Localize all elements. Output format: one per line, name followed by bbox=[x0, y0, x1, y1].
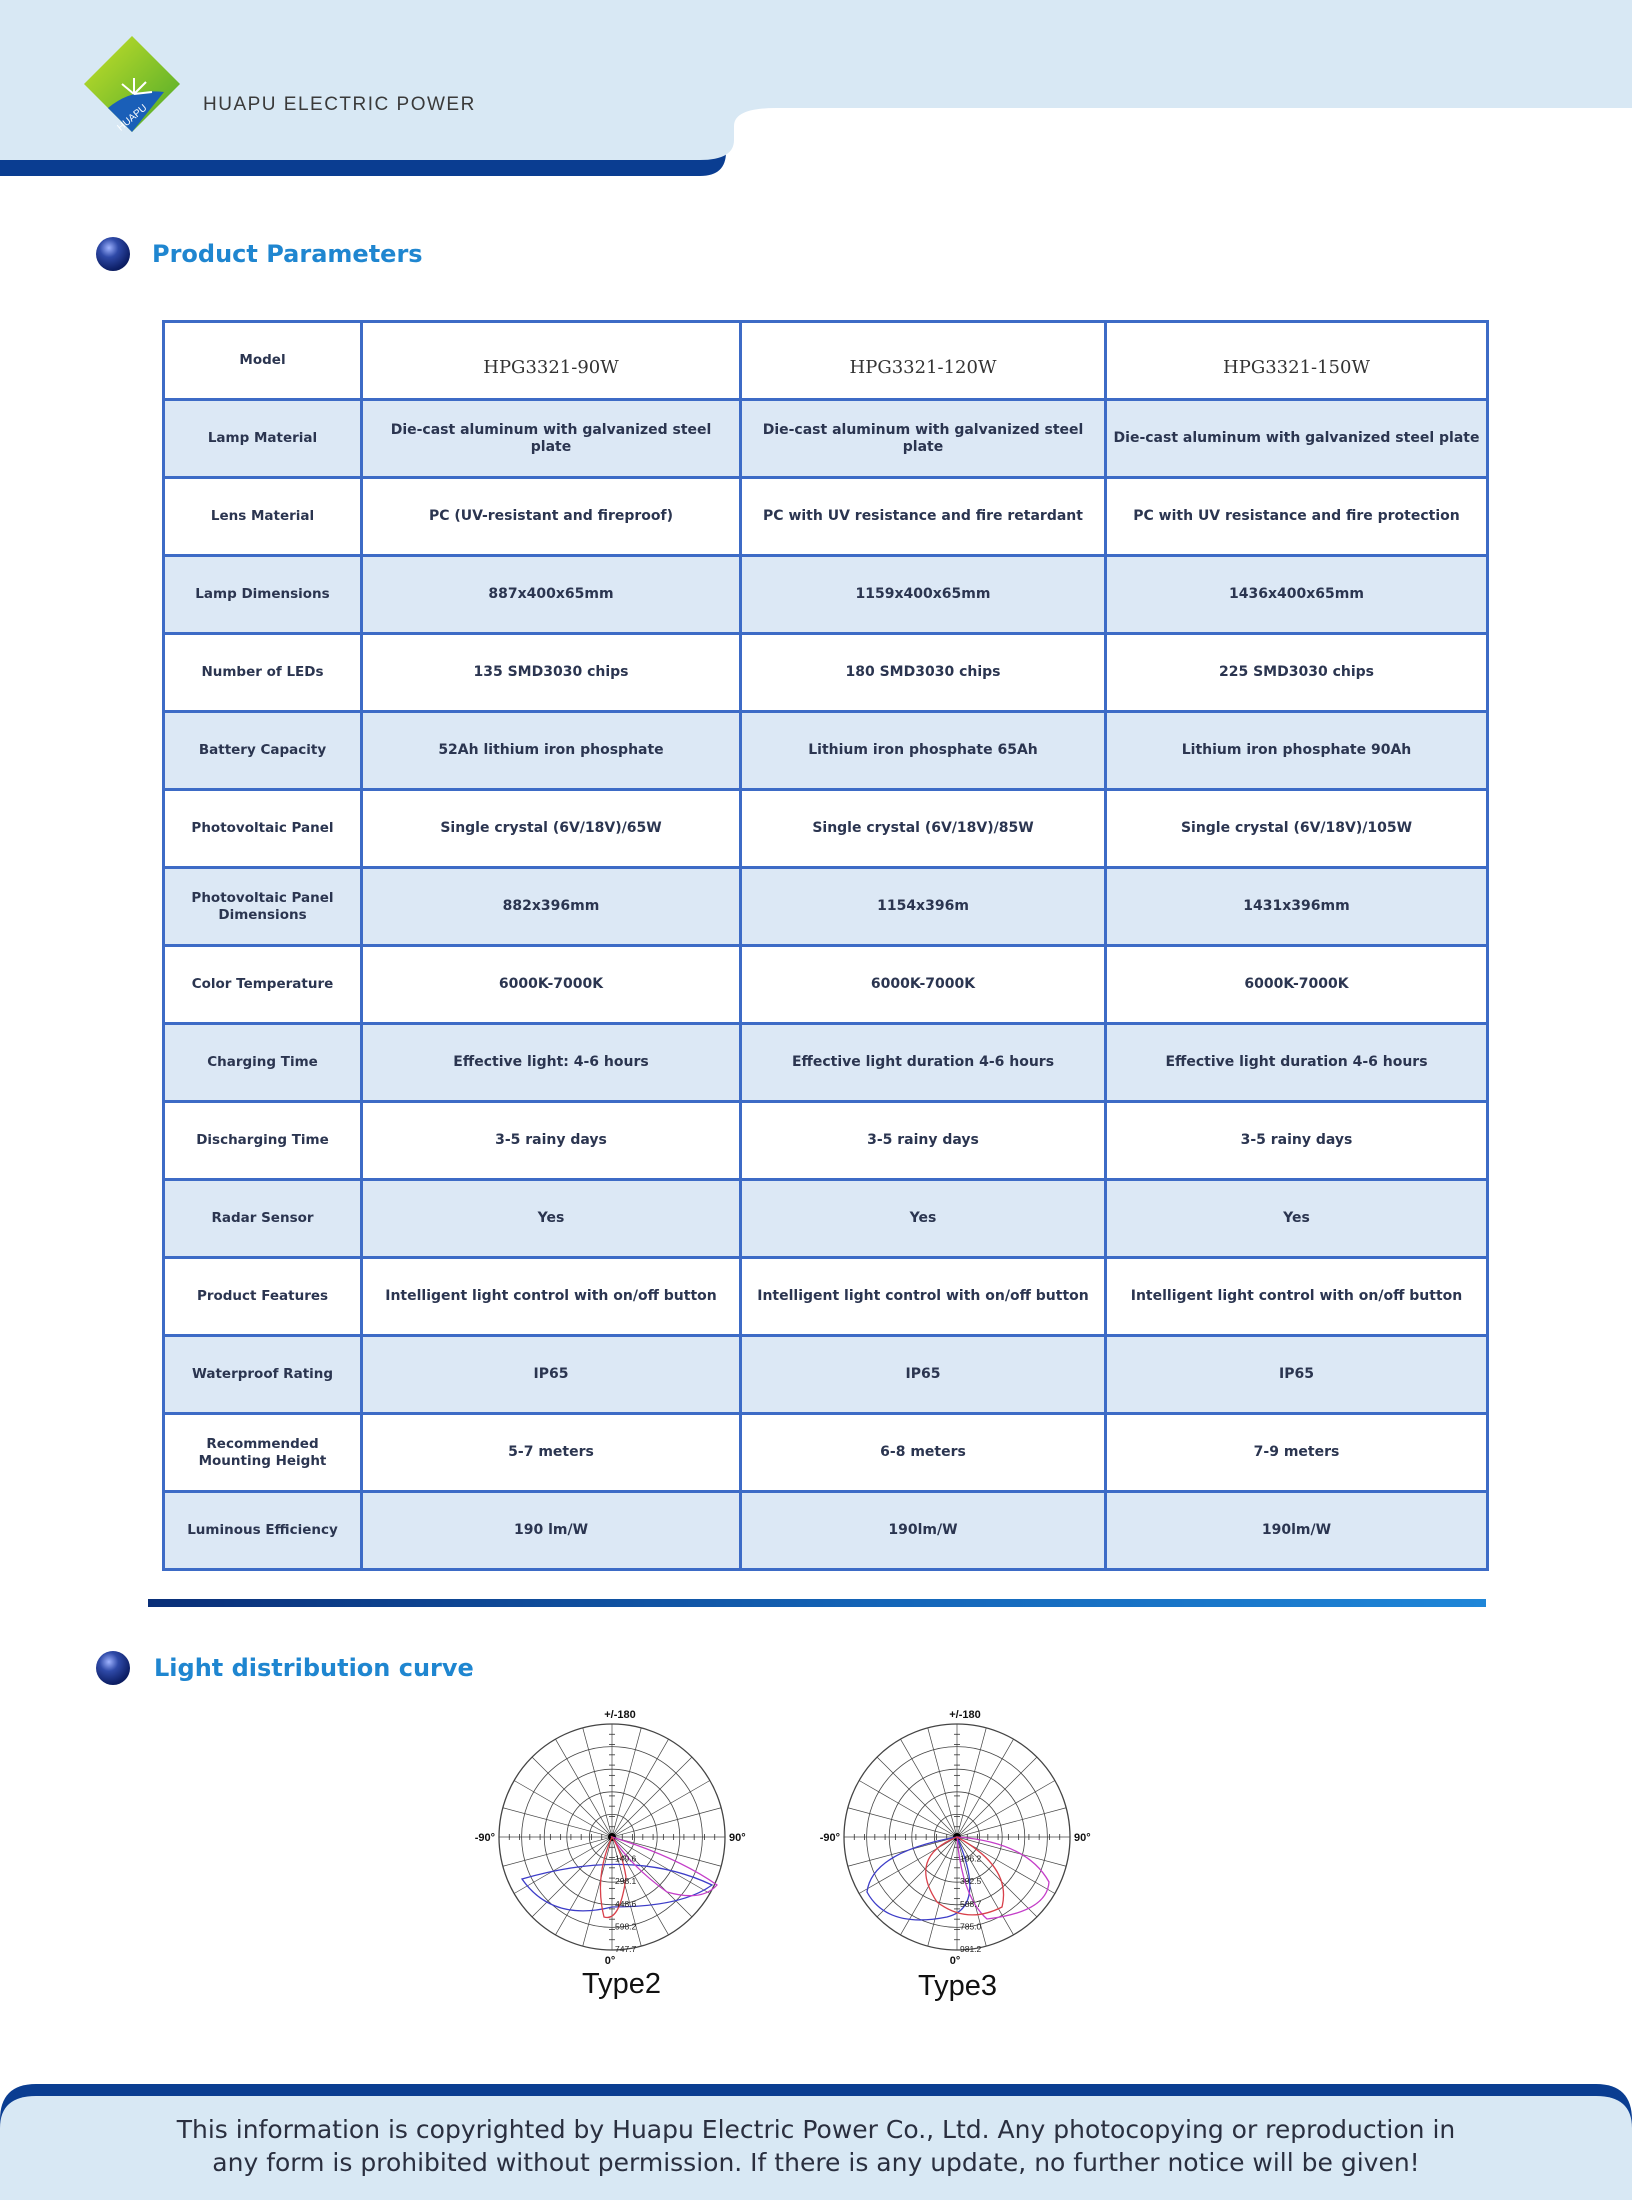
table-cell: 190 lm/W bbox=[362, 1492, 741, 1570]
table-cell: Intelligent light control with on/off button bbox=[741, 1258, 1106, 1336]
row-label: Lamp Dimensions bbox=[164, 556, 362, 634]
ring-value-label: 392.5 bbox=[960, 1876, 982, 1887]
ring-value-label: 149.6 bbox=[615, 1853, 637, 1864]
table-cell: 3-5 rainy days bbox=[1106, 1102, 1488, 1180]
page-header bbox=[0, 0, 1632, 180]
row-label: Lamp Material bbox=[164, 400, 362, 478]
row-label: Charging Time bbox=[164, 1024, 362, 1102]
row-label: Luminous Efficiency bbox=[164, 1492, 362, 1570]
row-label: Discharging Time bbox=[164, 1102, 362, 1180]
ring-value-label: 196.2 bbox=[960, 1853, 982, 1864]
table-row bbox=[164, 1336, 1488, 1414]
table-cell: Lithium iron phosphate 65Ah bbox=[741, 712, 1106, 790]
bullet-icon bbox=[96, 237, 130, 271]
polar-chart-type2 bbox=[470, 1700, 770, 1990]
row-label: Recommended Mounting Height bbox=[164, 1414, 362, 1492]
table-cell: Effective light duration 4-6 hours bbox=[741, 1024, 1106, 1102]
ring-value-label: 448.6 bbox=[615, 1898, 637, 1909]
bullet-icon bbox=[96, 1651, 130, 1685]
table-row bbox=[164, 1180, 1488, 1258]
axis-label-left: -90° bbox=[474, 1832, 495, 1844]
header-band bbox=[0, 0, 1632, 180]
table-cell: 6-8 meters bbox=[741, 1414, 1106, 1492]
table-row bbox=[164, 478, 1488, 556]
row-label: Lens Material bbox=[164, 478, 362, 556]
polar-chart-type3 bbox=[815, 1700, 1115, 1990]
table-cell: 1159x400x65mm bbox=[741, 556, 1106, 634]
company-logo bbox=[82, 34, 182, 134]
table-cell: 6000K-7000K bbox=[362, 946, 741, 1024]
table-cell: 1436x400x65mm bbox=[1106, 556, 1488, 634]
table-cell: 3-5 rainy days bbox=[741, 1102, 1106, 1180]
table-row bbox=[164, 790, 1488, 868]
logo-text: HUAPU bbox=[115, 102, 150, 134]
table-cell: HPG3321-150W bbox=[1106, 322, 1488, 400]
table-row bbox=[164, 400, 1488, 478]
table-cell: Effective light: 4-6 hours bbox=[362, 1024, 741, 1102]
table-row bbox=[164, 1414, 1488, 1492]
table-row bbox=[164, 1492, 1488, 1570]
table-row bbox=[164, 868, 1488, 946]
table-cell: 6000K-7000K bbox=[741, 946, 1106, 1024]
axis-label-left: -90° bbox=[819, 1832, 840, 1844]
row-label: Battery Capacity bbox=[164, 712, 362, 790]
row-label: Color Temperature bbox=[164, 946, 362, 1024]
table-cell: Yes bbox=[741, 1180, 1106, 1258]
ring-value-label: 298.1 bbox=[615, 1876, 637, 1887]
table-cell: Die-cast aluminum with galvanized steel plate bbox=[362, 400, 741, 478]
table-row bbox=[164, 322, 1488, 400]
row-label: Model bbox=[164, 322, 362, 400]
table-cell: 5-7 meters bbox=[362, 1414, 741, 1492]
table-cell: Single crystal (6V/18V)/85W bbox=[741, 790, 1106, 868]
row-label: Product Features bbox=[164, 1258, 362, 1336]
table-row bbox=[164, 1024, 1488, 1102]
table-cell: IP65 bbox=[362, 1336, 741, 1414]
ring-value-label: 598.2 bbox=[615, 1921, 637, 1932]
chart-caption-type3: Type3 bbox=[918, 1970, 997, 2002]
table-cell: 190lm/W bbox=[1106, 1492, 1488, 1570]
row-label: Waterproof Rating bbox=[164, 1336, 362, 1414]
table-cell: 52Ah lithium iron phosphate bbox=[362, 712, 741, 790]
table-cell: 882x396mm bbox=[362, 868, 741, 946]
table-cell: 7-9 meters bbox=[1106, 1414, 1488, 1492]
table-cell: 3-5 rainy days bbox=[362, 1102, 741, 1180]
parameters-table bbox=[162, 320, 1489, 1571]
table-cell: 190lm/W bbox=[741, 1492, 1106, 1570]
axis-label-right: 90° bbox=[729, 1832, 746, 1844]
row-label: Radar Sensor bbox=[164, 1180, 362, 1258]
ring-value-label: 981.2 bbox=[960, 1944, 982, 1954]
table-cell: Single crystal (6V/18V)/65W bbox=[362, 790, 741, 868]
table-row bbox=[164, 1258, 1488, 1336]
table-row bbox=[164, 712, 1488, 790]
table-cell: IP65 bbox=[741, 1336, 1106, 1414]
table-cell: Yes bbox=[1106, 1180, 1488, 1258]
axis-label-top: +/-180 bbox=[949, 1709, 981, 1721]
table-cell: 135 SMD3030 chips bbox=[362, 634, 741, 712]
copyright-notice bbox=[0, 2113, 1632, 2179]
table-cell: PC with UV resistance and fire retardant bbox=[741, 478, 1106, 556]
table-cell: Effective light duration 4-6 hours bbox=[1106, 1024, 1488, 1102]
section-heading-parameters bbox=[96, 237, 423, 271]
table-cell: 1431x396mm bbox=[1106, 868, 1488, 946]
axis-label-bottom: 0° bbox=[604, 1955, 616, 1967]
table-row bbox=[164, 634, 1488, 712]
brand-name: HUAPU ELECTRIC POWER bbox=[203, 94, 476, 115]
table-row bbox=[164, 556, 1488, 634]
table-cell: Intelligent light control with on/off button bbox=[1106, 1258, 1488, 1336]
table-cell: 225 SMD3030 chips bbox=[1106, 634, 1488, 712]
table-cell: Die-cast aluminum with galvanized steel plate bbox=[1106, 400, 1488, 478]
table-cell: IP65 bbox=[1106, 1336, 1488, 1414]
table-cell: Die-cast aluminum with galvanized steel plate bbox=[741, 400, 1106, 478]
row-label: Photovoltaic Panel Dimensions bbox=[164, 868, 362, 946]
table-cell: HPG3321-120W bbox=[741, 322, 1106, 400]
table-cell: Yes bbox=[362, 1180, 741, 1258]
table-cell: 6000K-7000K bbox=[1106, 946, 1488, 1024]
ring-value-label: 588.7 bbox=[960, 1898, 982, 1909]
axis-label-bottom: 0° bbox=[949, 1955, 961, 1967]
copyright-line-1: This information is copyrighted by Huapu Electric Power Co., Ltd. Any photocopying or reproduction in bbox=[176, 2115, 1456, 2144]
ring-value-label: 785.0 bbox=[960, 1921, 982, 1932]
axis-label-top: +/-180 bbox=[604, 1709, 636, 1721]
table-cell: PC (UV-resistant and fireproof) bbox=[362, 478, 741, 556]
ring-value-label: 747.7 bbox=[615, 1944, 637, 1954]
axis-label-right: 90° bbox=[1074, 1832, 1091, 1844]
chart-caption-type2: Type2 bbox=[582, 1968, 661, 2000]
section-title: Product Parameters bbox=[152, 240, 423, 268]
table-cell: Single crystal (6V/18V)/105W bbox=[1106, 790, 1488, 868]
table-row bbox=[164, 946, 1488, 1024]
table-cell: HPG3321-90W bbox=[362, 322, 741, 400]
section-title: Light distribution curve bbox=[154, 1654, 474, 1682]
table-cell: Intelligent light control with on/off button bbox=[362, 1258, 741, 1336]
row-label: Number of LEDs bbox=[164, 634, 362, 712]
copyright-line-2: any form is prohibited without permission. If there is any update, no further notice will be given! bbox=[212, 2148, 1420, 2177]
row-label: Photovoltaic Panel bbox=[164, 790, 362, 868]
table-cell: 180 SMD3030 chips bbox=[741, 634, 1106, 712]
section-divider bbox=[148, 1599, 1486, 1607]
table-cell: 1154x396m bbox=[741, 868, 1106, 946]
table-row bbox=[164, 1102, 1488, 1180]
table-cell: PC with UV resistance and fire protection bbox=[1106, 478, 1488, 556]
table-cell: Lithium iron phosphate 90Ah bbox=[1106, 712, 1488, 790]
section-heading-curve bbox=[96, 1651, 474, 1685]
table-cell: 887x400x65mm bbox=[362, 556, 741, 634]
